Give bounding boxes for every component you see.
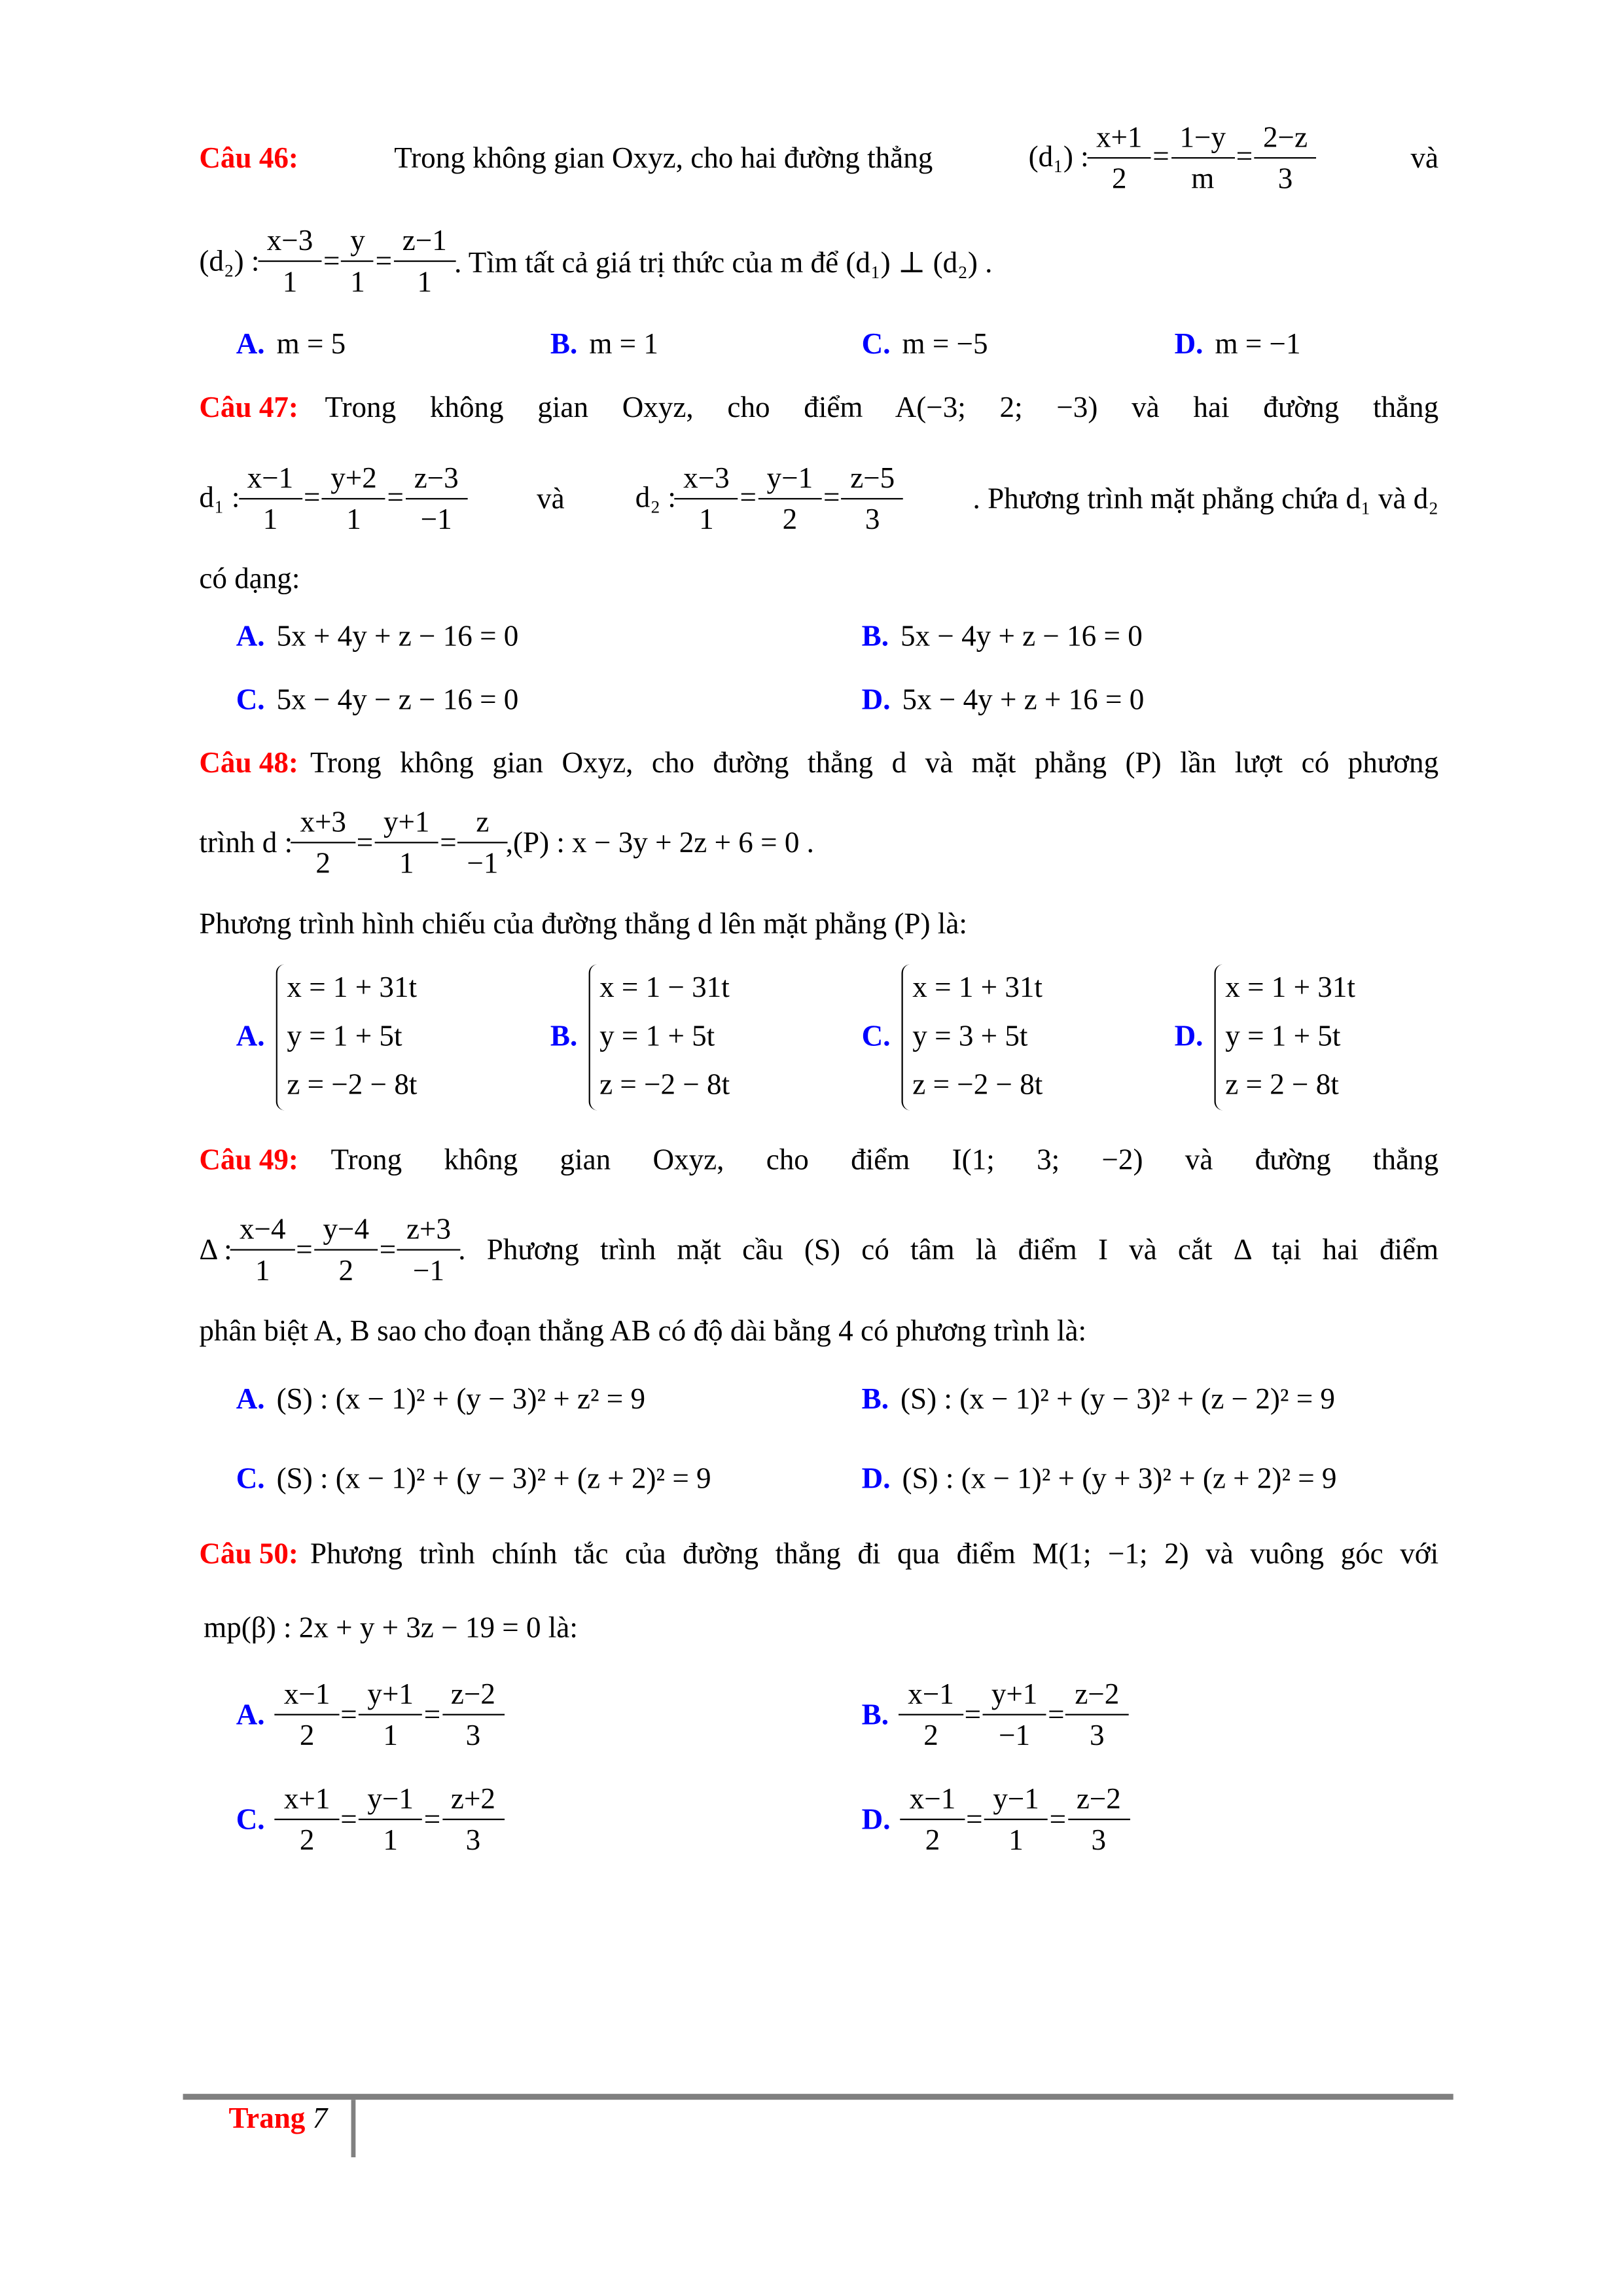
fraction: [398, 222, 452, 303]
q48-line1: [199, 747, 1438, 781]
q47-option-a[interactable]: [236, 620, 519, 655]
fraction: [363, 1676, 418, 1757]
q47-intro: Trong không gian Oxyz, cho điểm A(−3; 2; −3) và hai đường thẳng: [325, 391, 1439, 425]
system-brace: [1215, 964, 1355, 1110]
option-letter: D.: [861, 1463, 891, 1496]
fraction: [279, 1780, 334, 1861]
fraction: [1071, 1676, 1124, 1757]
q46-option-c[interactable]: [862, 329, 988, 363]
denominator: 1: [984, 1819, 1048, 1861]
math-text: d₂ :: [635, 482, 676, 514]
math-text: z = −2 − 8t: [287, 1069, 418, 1102]
denominator: 2: [291, 842, 355, 884]
math-text: m = 5: [276, 328, 346, 361]
q46-line1: [199, 118, 1438, 200]
system-brace: [277, 964, 418, 1110]
numerator: x−1: [283, 1678, 330, 1712]
option-letter: B.: [861, 1699, 889, 1732]
denominator: 1: [675, 498, 739, 541]
q49-line3: phân biệt A, B sao cho đoạn thẳng AB có độ dài bằng 4 có phương trình là:: [199, 1315, 1087, 1348]
q46-d1: [1029, 118, 1315, 200]
math-text: y = 1 + 5t: [287, 1020, 402, 1053]
fraction: [410, 459, 463, 541]
q48-intro: Trong không gian Oxyz, cho đường thẳng d và mặt phẳng (P) lần lượt có phương: [310, 747, 1439, 780]
fraction: [296, 804, 351, 885]
system-brace: [589, 964, 730, 1110]
q48-option-a[interactable]: [236, 964, 418, 1110]
denominator: 3: [1067, 1819, 1130, 1861]
equals-sign: =: [340, 1699, 357, 1732]
equals-sign: =: [423, 1804, 441, 1837]
q50-option-a[interactable]: [236, 1676, 503, 1757]
math-text: (S) : (x − 1)² + (y − 3)² + (z − 2)² = 9: [901, 1383, 1336, 1416]
math-text: x = 1 + 31t: [912, 971, 1043, 1005]
fraction: [319, 1211, 374, 1292]
equals-sign: =: [440, 827, 457, 860]
q49-label: Câu 49:: [199, 1144, 298, 1177]
math-text: 5x − 4y + z − 16 = 0: [901, 620, 1143, 653]
fraction: [235, 1211, 290, 1292]
math-text: y = 1 + 5t: [599, 1020, 715, 1053]
math-text: (S) : (x − 1)² + (y + 3)² + (z + 2)² = 9: [902, 1463, 1337, 1496]
numerator: z−2: [450, 1678, 495, 1712]
fraction: [243, 459, 298, 541]
q46-option-d[interactable]: [1175, 329, 1301, 363]
q46-line2: [199, 222, 992, 303]
equals-sign: =: [296, 1234, 313, 1267]
q48-plane: ,(P) : x − 3y + 2z + 6 = 0 .: [505, 827, 814, 860]
math-text: 5x + 4y + z − 16 = 0: [276, 620, 519, 653]
fraction: [279, 1676, 334, 1757]
q50-option-d[interactable]: [862, 1780, 1128, 1861]
footer-rule: [183, 2094, 1454, 2100]
fraction: [1072, 1780, 1126, 1861]
q47-line2: [199, 459, 1438, 541]
denominator: m: [1171, 157, 1235, 200]
q49-option-a[interactable]: [236, 1384, 645, 1418]
equals-sign: =: [304, 482, 321, 514]
denominator: 1: [238, 498, 302, 541]
math-text: z = 2 − 8t: [1225, 1069, 1339, 1102]
equals-sign: =: [375, 245, 393, 278]
denominator: 1: [322, 498, 386, 541]
numerator: x−3: [683, 462, 730, 495]
q49-intro: Trong không gian Oxyz, cho điểm I(1; 3; −2) và đường thẳng: [330, 1144, 1439, 1177]
denominator: 1: [374, 842, 438, 884]
fraction: [326, 459, 381, 541]
q47-d1: [199, 459, 466, 541]
option-letter: C.: [861, 328, 891, 361]
denominator: 3: [442, 1819, 504, 1861]
option-letter: D.: [1174, 328, 1204, 361]
fraction: [905, 1780, 960, 1861]
fraction: [1092, 118, 1147, 200]
denominator: −1: [397, 1249, 459, 1291]
numerator: y−1: [766, 462, 813, 495]
q47-option-b[interactable]: [862, 620, 1143, 655]
denominator: 3: [1254, 157, 1316, 200]
equals-sign: =: [1048, 1699, 1065, 1732]
fraction: [679, 459, 734, 541]
numerator: x+3: [300, 806, 346, 839]
numerator: z+3: [406, 1213, 451, 1246]
option-letter: A.: [236, 620, 265, 653]
equals-sign: =: [1049, 1804, 1067, 1837]
fraction: [379, 804, 434, 885]
option-letter: C.: [236, 683, 265, 717]
math-text: x = 1 − 31t: [599, 971, 730, 1005]
denominator: 2: [314, 1249, 378, 1291]
fraction: [1175, 118, 1230, 200]
footer-divider: [351, 2100, 356, 2157]
equals-sign: =: [740, 482, 757, 514]
fraction: [463, 804, 503, 885]
math-text: z = −2 − 8t: [912, 1069, 1043, 1102]
math-text: x = 1 + 31t: [1225, 971, 1355, 1005]
q49-option-d[interactable]: [862, 1463, 1337, 1497]
q48-line2: [199, 804, 814, 885]
math-text: z = −2 − 8t: [599, 1069, 730, 1102]
d2-label: (d₂) :: [199, 245, 260, 278]
option-letter: D.: [861, 683, 891, 717]
page-label: Trang: [228, 2102, 306, 2136]
equals-sign: =: [423, 1699, 441, 1732]
option-letter: C.: [861, 1020, 891, 1053]
q47-label: Câu 47:: [199, 391, 298, 425]
q48-line3: Phương trình hình chiếu của đường thẳng d lên mặt phẳng (P) là:: [199, 908, 967, 941]
q50-line1: [199, 1538, 1438, 1572]
q47-and: và: [537, 483, 565, 516]
equals-sign: =: [823, 482, 840, 514]
equals-sign: =: [340, 1804, 357, 1837]
q48-option-b[interactable]: [550, 964, 730, 1110]
q46-label: Câu 46:: [199, 142, 298, 175]
q49-line1: [199, 1144, 1438, 1178]
q47-line3: có dạng:: [199, 563, 300, 596]
math-text: m = 1: [589, 328, 658, 361]
numerator: x−1: [909, 1783, 956, 1816]
option-letter: A.: [236, 1020, 265, 1053]
math-text: x = 1 + 31t: [287, 971, 418, 1005]
q50-line2: mp(β) : 2x + y + 3z − 19 = 0 là:: [204, 1612, 578, 1645]
numerator: z: [476, 806, 490, 839]
fraction: [363, 1780, 418, 1861]
numerator: x−1: [908, 1678, 954, 1712]
numerator: y−1: [367, 1783, 414, 1816]
denominator: 1: [359, 1714, 423, 1757]
denominator: 2: [899, 1714, 963, 1757]
denominator: −1: [458, 842, 507, 884]
option-letter: C.: [236, 1804, 265, 1837]
equals-sign: =: [1152, 141, 1169, 174]
q49-option-c[interactable]: [236, 1463, 711, 1497]
numerator: x+1: [283, 1783, 330, 1816]
q46-intro: Trong không gian Oxyz, cho hai đường thẳng: [394, 142, 933, 175]
q47-option-d[interactable]: [862, 684, 1145, 718]
numerator: 2−z: [1262, 121, 1308, 154]
math-text: 5x − 4y + z + 16 = 0: [902, 683, 1145, 717]
fraction: [904, 1676, 959, 1757]
denominator: 2: [901, 1819, 965, 1861]
option-letter: D.: [861, 1804, 891, 1837]
denominator: 1: [359, 1819, 423, 1861]
q47-ask: . Phương trình mặt phẳng chứa d₁ và d₂: [972, 483, 1439, 516]
system-brace: [902, 964, 1043, 1110]
fraction: [402, 1211, 455, 1292]
numerator: x−1: [247, 462, 294, 495]
denominator: 2: [758, 498, 822, 541]
fraction: [346, 222, 370, 303]
fraction: [989, 1780, 1044, 1861]
numerator: z+2: [450, 1783, 495, 1816]
denominator: 3: [1066, 1714, 1128, 1757]
math-text: d₁ :: [199, 482, 240, 514]
numerator: z−1: [402, 224, 447, 258]
denominator: 3: [442, 1714, 504, 1757]
equals-sign: =: [966, 1804, 983, 1837]
fraction: [446, 1676, 500, 1757]
q49-line2: [199, 1211, 1438, 1292]
equals-sign: =: [1236, 141, 1253, 174]
q50-option-b[interactable]: [862, 1676, 1127, 1757]
denominator: 3: [842, 498, 904, 541]
numerator: x−3: [266, 224, 313, 258]
denominator: 1: [393, 260, 455, 303]
option-letter: B.: [861, 620, 889, 653]
equals-sign: =: [323, 245, 340, 278]
denominator: −1: [405, 498, 467, 541]
q50-option-c[interactable]: [236, 1780, 503, 1861]
math-text: (S) : (x − 1)² + (y − 3)² + (z + 2)² = 9: [276, 1463, 711, 1496]
numerator: x+1: [1096, 121, 1143, 154]
math-text: (S) : (x − 1)² + (y − 3)² + z² = 9: [276, 1383, 646, 1416]
q47-line1: [199, 392, 1438, 426]
numerator: z−5: [850, 462, 895, 495]
math-text: m = −5: [902, 328, 988, 361]
numerator: y+2: [330, 462, 377, 495]
numerator: y−1: [993, 1783, 1039, 1816]
d1-label: (d₁) :: [1028, 141, 1089, 174]
equals-sign: =: [356, 827, 374, 860]
numerator: 1−y: [1179, 121, 1226, 154]
q48-option-d[interactable]: [1175, 964, 1355, 1110]
math-text: m = −1: [1215, 328, 1301, 361]
fraction: [446, 1780, 500, 1861]
q50-label: Câu 50:: [199, 1538, 298, 1571]
math-text: y = 3 + 5t: [912, 1020, 1028, 1053]
option-letter: C.: [236, 1463, 265, 1496]
fraction: [262, 222, 317, 303]
denominator: −1: [982, 1714, 1046, 1757]
equals-sign: =: [379, 1234, 397, 1267]
numerator: y+1: [991, 1678, 1038, 1712]
math-text: 5x − 4y − z − 16 = 0: [276, 683, 519, 717]
option-letter: B.: [861, 1383, 889, 1416]
fraction: [846, 459, 899, 541]
q46-ask: . Tìm tất cả giá trị thức của m để (d₁) ⊥ (d₂) .: [454, 247, 993, 280]
numerator: y+1: [383, 806, 430, 839]
numerator: x−4: [239, 1213, 286, 1246]
numerator: z−2: [1075, 1678, 1120, 1712]
numerator: y: [350, 224, 365, 258]
equals-sign: =: [387, 482, 404, 514]
q47-option-c[interactable]: [236, 684, 519, 718]
math-text: y = 1 + 5t: [1225, 1020, 1341, 1053]
q46-option-a[interactable]: [236, 329, 346, 363]
q46-option-b[interactable]: [550, 329, 658, 363]
denominator: 1: [258, 260, 322, 303]
option-letter: B.: [550, 328, 578, 361]
option-letter: B.: [550, 1020, 578, 1053]
q48-option-c[interactable]: [862, 964, 1043, 1110]
q50-intro: Phương trình chính tắc của đường thẳng đi qua điểm M(1; −1; 2) và vuông góc với: [310, 1538, 1439, 1571]
numerator: y+1: [367, 1678, 414, 1712]
q49-option-b[interactable]: [862, 1384, 1335, 1418]
delta-label: Δ :: [199, 1234, 232, 1267]
q47-d2: [635, 459, 902, 541]
fraction: [762, 459, 817, 541]
fraction: [1258, 118, 1312, 200]
numerator: z−2: [1076, 1783, 1121, 1816]
page-value: 7: [312, 2102, 328, 2136]
option-letter: A.: [236, 328, 265, 361]
equals-sign: =: [964, 1699, 982, 1732]
q49-ask: . Phương trình mặt cầu (S) có tâm là điểm I và cắt Δ tại hai điểm: [458, 1234, 1439, 1267]
numerator: z−3: [414, 462, 459, 495]
option-letter: A.: [236, 1383, 265, 1416]
denominator: 1: [342, 260, 374, 303]
q46-and: và: [1410, 142, 1439, 175]
denominator: 1: [230, 1249, 294, 1291]
denominator: 2: [275, 1819, 339, 1861]
q48-label: Câu 48:: [199, 747, 298, 780]
fraction: [987, 1676, 1042, 1757]
option-letter: D.: [1174, 1020, 1204, 1053]
q48-line2-prefix: trình d :: [199, 827, 293, 860]
denominator: 2: [275, 1714, 339, 1757]
page-number: [228, 2103, 327, 2137]
option-letter: A.: [236, 1699, 265, 1732]
denominator: 2: [1087, 157, 1151, 200]
numerator: y−4: [323, 1213, 370, 1246]
